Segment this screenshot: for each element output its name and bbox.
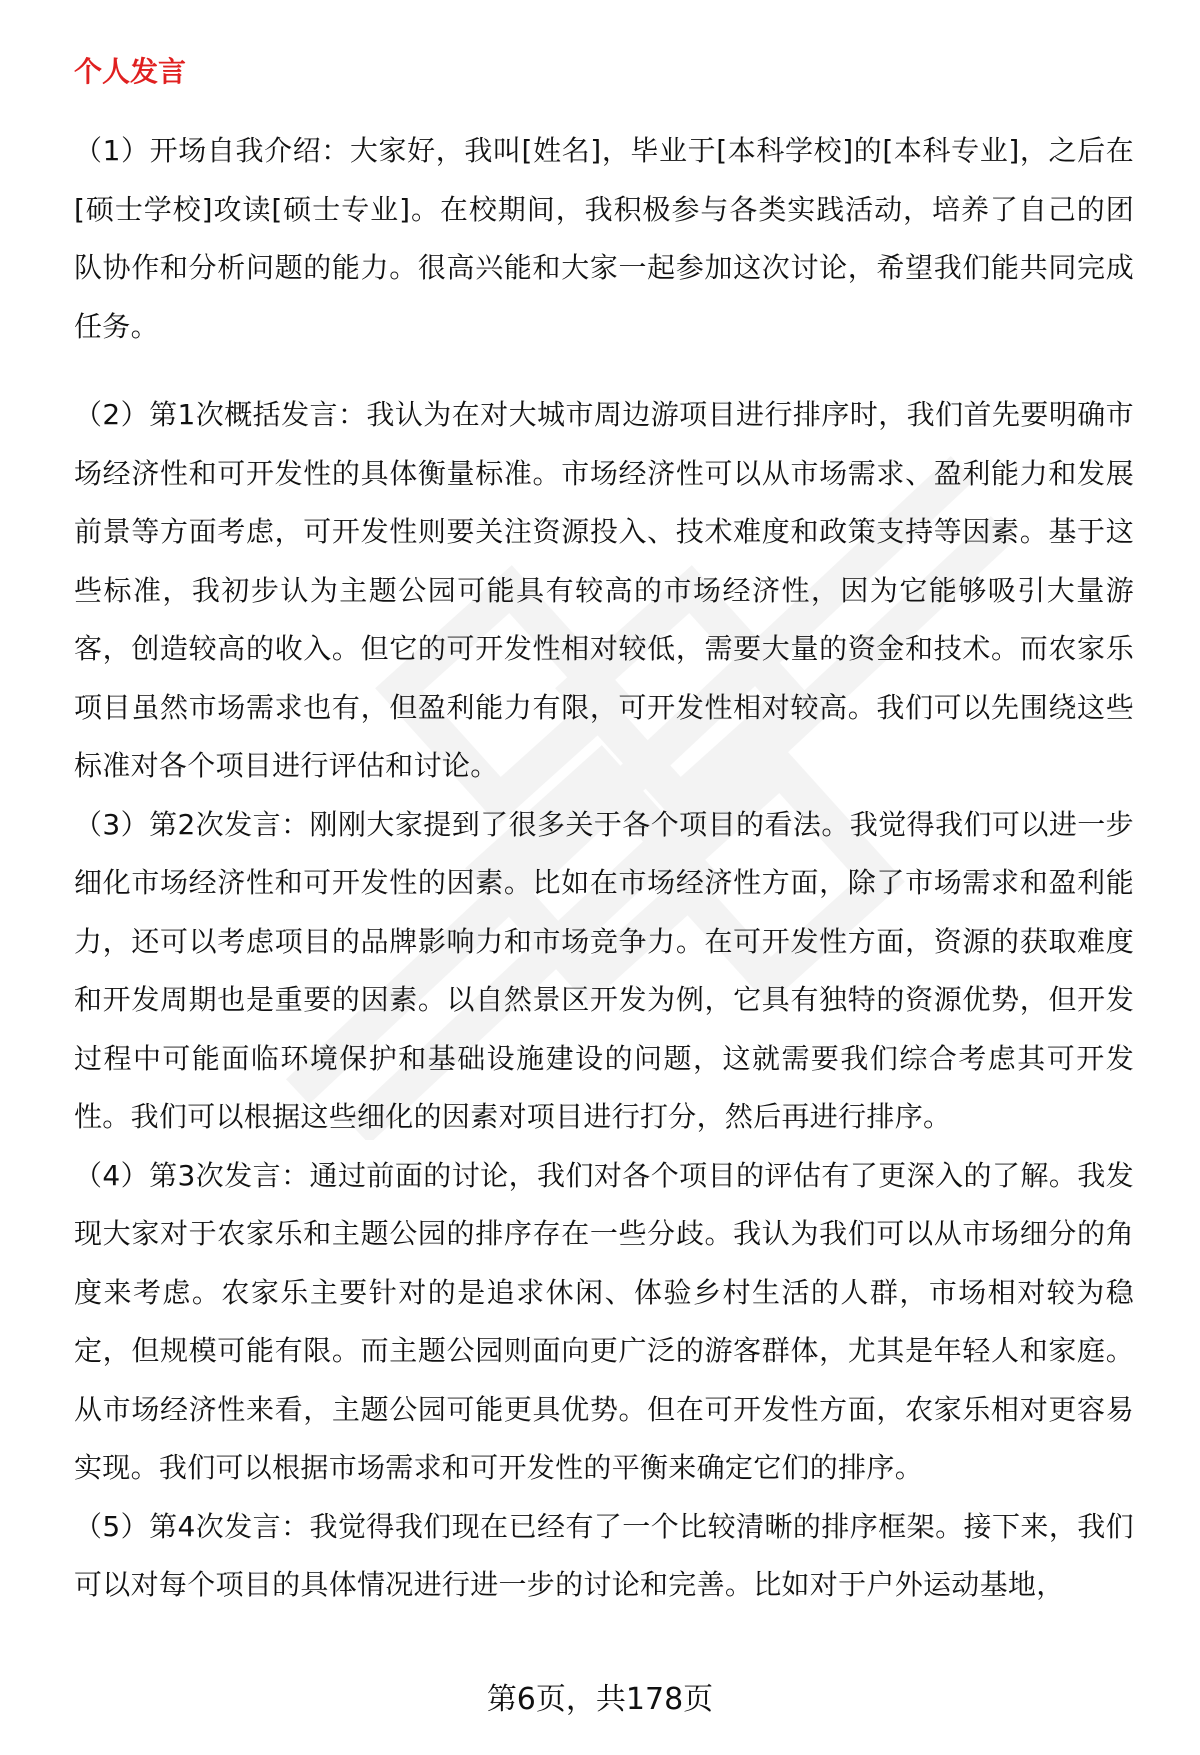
paragraph-first-summary-speech: （2）第1次概括发言：我认为在对大城市周边游项目进行排序时，我们首先要明确市场经济性和可开发性的具体衡量标准。市场经济性可以从市场需求、盈利能力和发展前景等方面考虑，可开发性则要关注资源投入、技术难度和政策支持等因素。基于这些标准，我初步认为主题公园可能具有较高的市场经济性，因为它能够吸引大量游客，创造较高的收入。但它的可开发性相对较低，需要大量的资金和技术。而农家乐项目虽然市场需求也有，但盈利能力有限，可开发性相对较高。我们可以先围绕这些标准对各个项目进行评估和讨论。 — [74, 398, 1134, 782]
section-heading: 个人发言 — [74, 55, 187, 88]
page-number-footer: 第6页，共178页 — [486, 1682, 714, 1717]
paragraph-self-introduction: （1）开场自我介绍：大家好，我叫[姓名]，毕业于[本科学校]的[本科专业]，之后在[硕士学校]攻读[硕士专业]。在校期间，我积极参与各类实践活动，培养了自己的团队协作和分析问题的能力。很高兴能和大家一起参加这次讨论，希望我们能共同完成任务。 — [74, 134, 1134, 343]
paragraph-third-speech: （4）第3次发言：通过前面的讨论，我们对各个项目的评估有了更深入的了解。我发现大家对于农家乐和主题公园的排序存在一些分歧。我认为我们可以从市场细分的角度来考虑。农家乐主要针对的是追求休闲、体验乡村生活的人群，市场相对较为稳定，但规模可能有限。而主题公园则面向更广泛的游客群体，尤其是年轻人和家庭。从市场经济性来看，主题公园可能更具优势。但在可开发性方面，农家乐相对更容易实现。我们可以根据市场需求和可开发性的平衡来确定它们的排序。 — [74, 1158, 1134, 1484]
paragraph-second-speech: （3）第2次发言：刚刚大家提到了很多关于各个项目的看法。我觉得我们可以进一步细化市场经济性和可开发性的因素。比如在市场经济性方面，除了市场需求和盈利能力，还可以考虑项目的品牌影响力和市场竞争力。在可开发性方面，资源的获取难度和开发周期也是重要的因素。以自然景区开发为例，它具有独特的资源优势，但开发过程中可能面临环境保护和基础设施建设的问题，这就需要我们综合考虑其可开发性。我们可以根据这些细化的因素对项目进行打分，然后再进行排序。 — [74, 807, 1134, 1133]
paragraph-fourth-speech: （5）第4次发言：我觉得我们现在已经有了一个比较清晰的排序框架。接下来，我们可以对每个项目的具体情况进行进一步的讨论和完善。比如对于户外运动基地， — [74, 1509, 1134, 1601]
document-page — [74, 52, 1134, 1615]
